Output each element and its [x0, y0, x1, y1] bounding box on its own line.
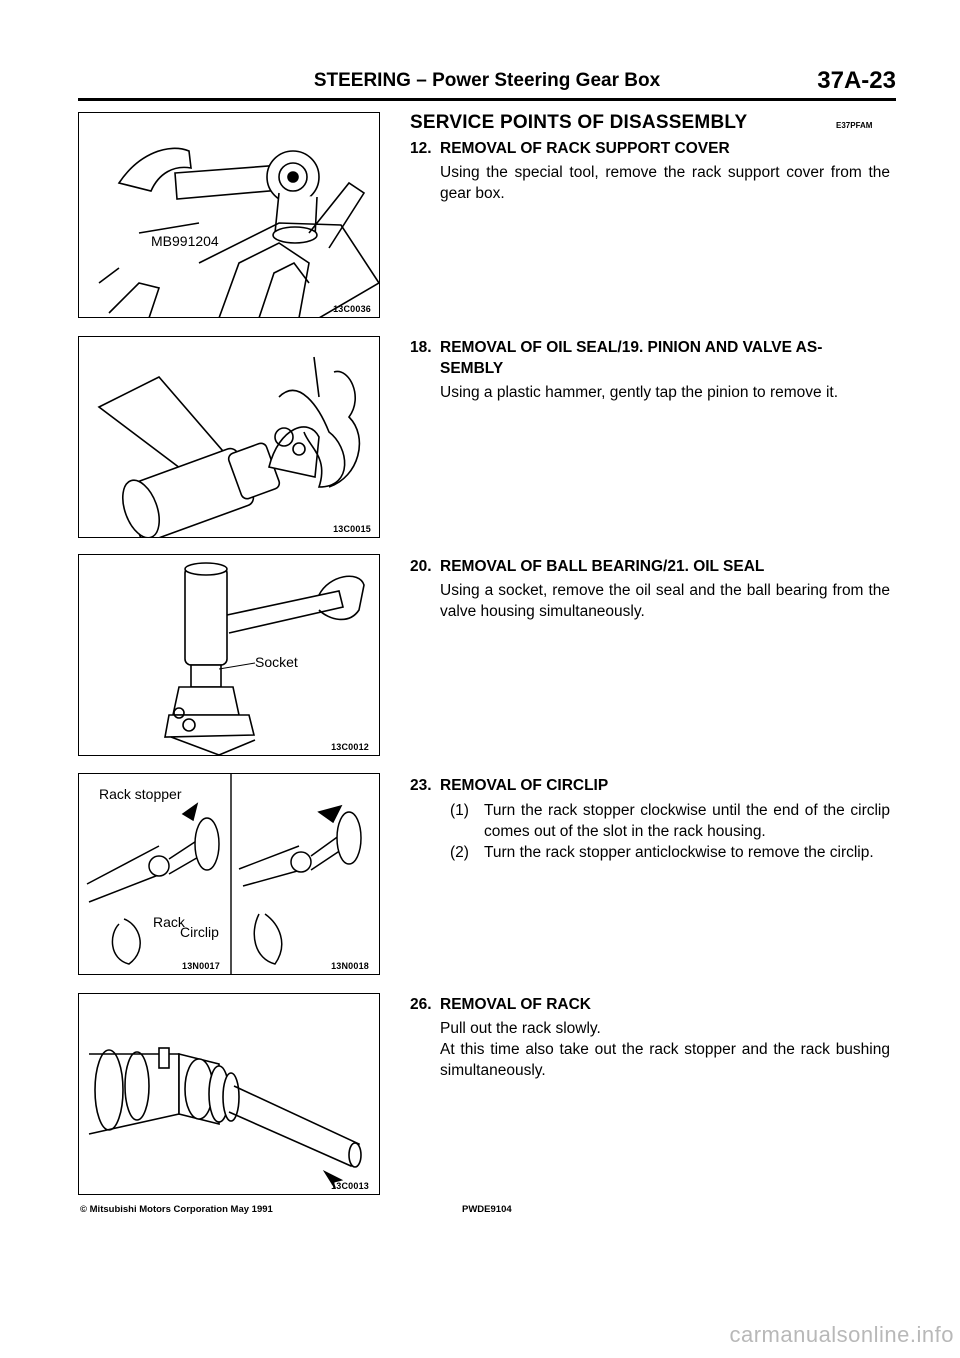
section-code: E37PFAM [836, 121, 873, 130]
item-heading-text: REMOVAL OF BALL BEARING/21. OIL SEAL [440, 558, 765, 575]
rack-label: Rack [153, 914, 185, 930]
footer-copyright: © Mitsubishi Motors Corporation May 1991 [80, 1204, 273, 1215]
item-number: 20. [410, 558, 432, 575]
figure-code-left: 13N0017 [182, 961, 220, 971]
item-body-26-line2: At this time also take out the rack stopper and the rack bushing simultaneously. [440, 1041, 890, 1079]
step-2 [450, 842, 890, 863]
figure-code-right: 13N0018 [331, 961, 369, 971]
figure-pinion-removal [78, 336, 380, 538]
item-heading-text: REMOVAL OF RACK [440, 996, 591, 1013]
item-body-26-line1: Pull out the rack slowly. [440, 1020, 601, 1037]
item-number: 26. [410, 996, 432, 1013]
watermark-text: carmanualsonline.info [729, 1322, 954, 1347]
figure-code: 13C0013 [331, 1181, 369, 1191]
figure-ball-bearing-removal [78, 554, 380, 756]
figure-code: 13C0015 [333, 524, 371, 534]
item-body-18: Using a plastic hammer, gently tap the pinion to remove it. [440, 384, 839, 401]
step-number: (1) [450, 802, 469, 819]
socket-hammer-illustration [79, 555, 380, 756]
item-heading-text-cont: SEMBLY [440, 360, 504, 377]
item-heading-23 [410, 775, 895, 796]
step-1 [450, 800, 890, 842]
hammer-pinion-illustration [79, 337, 380, 538]
header-title: STEERING – Power Steering Gear Box [313, 70, 661, 91]
item-heading-text: REMOVAL OF CIRCLIP [440, 777, 609, 794]
footer-doc-code: PWDE9104 [462, 1204, 512, 1215]
rack-stopper-label: Rack stopper [99, 786, 182, 802]
step-text: Turn the rack stopper clockwise until the end of the circlip comes out of the slot in the rack housing. [484, 802, 890, 840]
step-number: (2) [450, 844, 469, 861]
item-number: 23. [410, 777, 432, 794]
item-body-12: Using the special tool, remove the rack support cover from the gear box. [440, 164, 890, 202]
header-rule [78, 98, 896, 101]
item-number: 18. [410, 339, 432, 356]
socket-label: Socket [255, 654, 298, 670]
figure-rack-support-cover [78, 112, 380, 318]
page-number: 37A-23 [817, 67, 896, 94]
item-heading-20 [410, 556, 895, 577]
circlip-pliers-illustration [79, 774, 380, 975]
item-number: 12. [410, 140, 432, 157]
wrench-illustration [79, 113, 380, 318]
item-heading-18 [410, 337, 895, 379]
item-heading-text: REMOVAL OF OIL SEAL/19. PINION AND VALVE AS- [440, 339, 823, 356]
circlip-label: Circlip [180, 924, 219, 940]
rack-housing-illustration [79, 994, 380, 1195]
item-body-20: Using a socket, remove the oil seal and the ball bearing from the valve housing simultaneously. [440, 582, 890, 620]
figure-code: 13C0036 [333, 304, 371, 314]
item-heading-text: REMOVAL OF RACK SUPPORT COVER [440, 140, 730, 157]
step-text: Turn the rack stopper anticlockwise to remove the circlip. [484, 844, 874, 861]
figure-code: 13C0012 [331, 742, 369, 752]
page-header [78, 67, 896, 96]
socket-leader-line [219, 657, 257, 671]
tool-label: MB991204 [151, 233, 219, 249]
item-heading-12 [410, 138, 895, 159]
item-heading-26 [410, 994, 895, 1015]
figure-rack-removal [78, 993, 380, 1195]
section-title: SERVICE POINTS OF DISASSEMBLY [410, 112, 748, 133]
figure-circlip-removal [78, 773, 380, 975]
